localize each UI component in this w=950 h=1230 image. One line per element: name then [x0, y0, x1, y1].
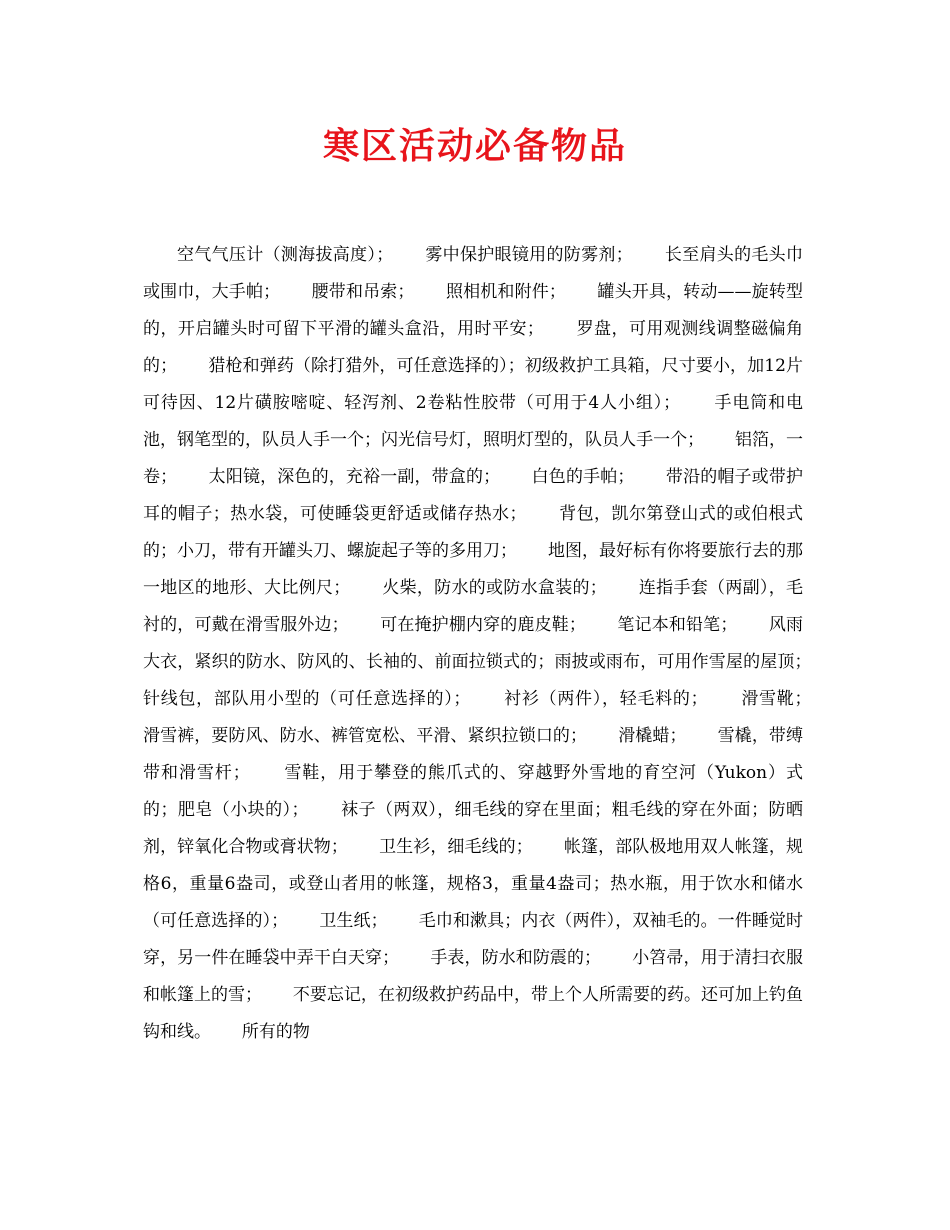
document-body-paragraph: 空气气压计（测海拔高度）； 雾中保护眼镜用的防雾剂； 长至肩头的毛头巾或围巾，大手帕； 腰带和吊索； 照相机和附件； 罐头开具，转动——旋转型的，开启罐头时可留下平滑的罐头盒沿，用时平安； 罗盘，可用观测线调整磁偏角的； 猎枪和弹药（除打猎外，可任意选择的）；初级救护工具箱，尺寸要小，加12片可待因、12片磺胺嘧啶、轻泻剂、2卷粘性胶带（可用于4人小组）； 手电筒和电池，钢笔型的，队员人手一个；闪光信号灯，照明灯型的，队员人手一个； 铝箔，一卷； 太阳镜，深色的，充裕一副，带盒的； 白色的手帕； 带沿的帽子或带护耳的帽子；热水袋，可使睡袋更舒适或储存热水； 背包，凯尔第登山式的或伯根式的；小刀，带有开罐头刀、螺旋起子等的多用刀； 地图，最好标有你将要旅行去的那一地区的地形、大比例尺； 火柴，防水的或防水盒装的； 连指手套（两副），毛衬的，可戴在滑雪服外边； 可在掩护棚内穿的鹿皮鞋； 笔记本和铅笔； 风雨大衣，紧织的防水、防风的、长袖的、前面拉锁式的；雨披或雨布，可用作雪屋的屋顶； 针线包，部队用小型的（可任意选择的）； 衬衫（两件），轻毛料的； 滑雪靴； 滑雪裤，要防风、防水、裤管宽松、平滑、紧织拉锁口的； 滑橇蜡； 雪橇，带缚带和滑雪杆； 雪鞋，用于攀登的熊爪式的、穿越野外雪地的育空河（Yukon）式的；肥皂（小块的）； 袜子（两双），细毛线的穿在里面；粗毛线的穿在外面；防晒剂，锌氧化合物或膏状物； 卫生衫，细毛线的； 帐篷，部队极地用双人帐篷，规格6，重量6盎司，或登山者用的帐篷，规格3，重量4盎司；热水瓶，用于饮水和储水（可任意选择的）； 卫生纸； 毛巾和漱具；内衣（两件），双袖毛的。一件睡觉时穿，另一件在睡袋中弄干白天穿； 手表，防水和防震的； 小笤帚，用于清扫衣服和帐篷上的雪； 不要忘记，在初级救护药品中，带上个人所需要的药。还可加上钓鱼钩和线。 所有的物	[143, 245, 843, 1042]
document-title: 寒区活动必备物品	[322, 125, 627, 167]
